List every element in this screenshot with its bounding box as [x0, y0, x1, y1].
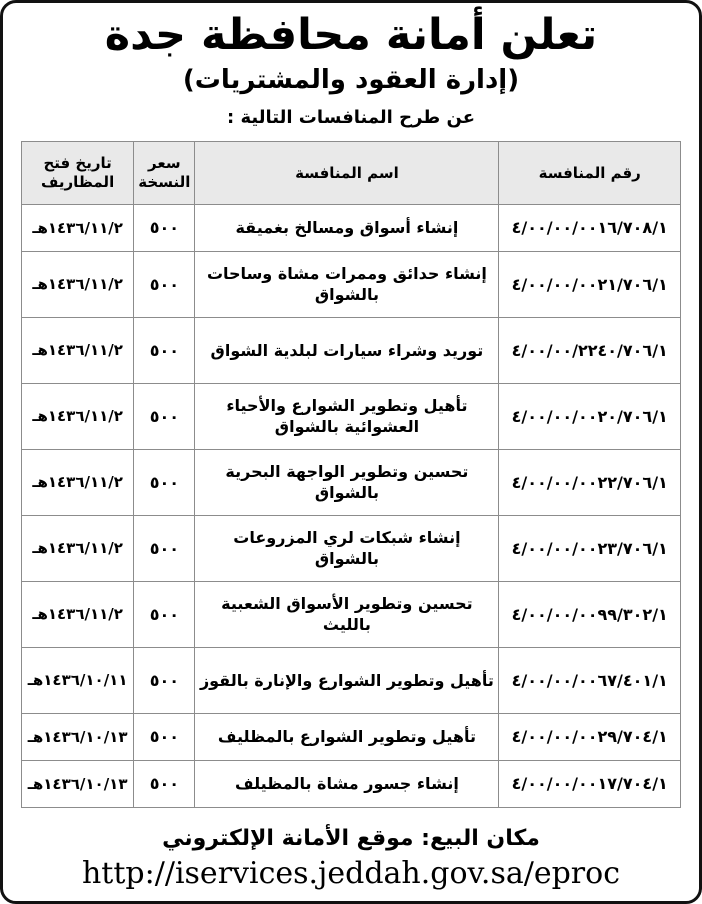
tenders-table-wrapper — [21, 141, 681, 808]
page-title: تعلن أمانة محافظة جدة — [104, 10, 598, 60]
cell-envelope-open-date: ١٤٣٦/١١/٢هـ — [22, 383, 134, 449]
cell-copy-price: ٥٠٠ — [134, 713, 195, 760]
table-row — [22, 515, 681, 581]
table-row — [22, 449, 681, 515]
tenders-table — [21, 141, 681, 808]
cell-tender-name: تحسين وتطوير الأسواق الشعبية بالليث — [195, 581, 499, 647]
table-row — [22, 383, 681, 449]
cell-tender-name: إنشاء أسواق ومسالخ بغميقة — [195, 204, 499, 251]
cell-envelope-open-date: ١٤٣٦/١٠/١٣هـ — [22, 760, 134, 807]
cell-tender-number: ٤/٠٠/٠٠/٠٠٢١/٧٠٦/١ — [499, 251, 681, 317]
table-header — [22, 141, 681, 204]
cell-copy-price: ٥٠٠ — [134, 515, 195, 581]
table-row — [22, 713, 681, 760]
cell-envelope-open-date: ١٤٣٦/١١/٢هـ — [22, 581, 134, 647]
cell-tender-number: ٤/٠٠/٠٠/٠٠٢٣/٧٠٦/١ — [499, 515, 681, 581]
cell-copy-price: ٥٠٠ — [134, 317, 195, 383]
cell-tender-number: ٤/٠٠/٠٠/٠٠١٦/٧٠٨/١ — [499, 204, 681, 251]
sale-place-label: مكان البيع: موقع الأمانة الإلكتروني — [162, 826, 540, 852]
table-row — [22, 204, 681, 251]
column-header-tender-name: اسم المنافسة — [195, 141, 499, 204]
table-body — [22, 204, 681, 807]
column-header-tender-number: رقم المنافسة — [499, 141, 681, 204]
intro-line: عن طرح المنافسات التالية : — [227, 107, 475, 129]
cell-copy-price: ٥٠٠ — [134, 647, 195, 713]
cell-copy-price: ٥٠٠ — [134, 204, 195, 251]
announcement-header — [21, 9, 681, 129]
cell-tender-number: ٤/٠٠/٠٠/٠٠٦٧/٤٠١/١ — [499, 647, 681, 713]
cell-tender-name: إنشاء حدائق وممرات مشاة وساحات بالشواق — [195, 251, 499, 317]
cell-tender-name: تحسين وتطوير الواجهة البحرية بالشواق — [195, 449, 499, 515]
cell-copy-price: ٥٠٠ — [134, 760, 195, 807]
cell-copy-price: ٥٠٠ — [134, 251, 195, 317]
cell-envelope-open-date: ١٤٣٦/١١/٢هـ — [22, 449, 134, 515]
cell-envelope-open-date: ١٤٣٦/١١/٢هـ — [22, 515, 134, 581]
cell-tender-number: ٤/٠٠/٠٠/٠٠٢٠/٧٠٦/١ — [499, 383, 681, 449]
cell-copy-price: ٥٠٠ — [134, 449, 195, 515]
cell-envelope-open-date: ١٤٣٦/١١/٢هـ — [22, 317, 134, 383]
cell-envelope-open-date: ١٤٣٦/١١/٢هـ — [22, 204, 134, 251]
eprocurement-url: http://iservices.jeddah.gov.sa/eproc — [81, 855, 621, 891]
cell-envelope-open-date: ١٤٣٦/١٠/١٣هـ — [22, 713, 134, 760]
column-header-envelope-open-date: تاريخ فتح المظاريف — [22, 141, 134, 204]
cell-envelope-open-date: ١٤٣٦/١١/٢هـ — [22, 251, 134, 317]
table-row — [22, 647, 681, 713]
table-row — [22, 760, 681, 807]
cell-envelope-open-date: ١٤٣٦/١٠/١١هـ — [22, 647, 134, 713]
table-row — [22, 251, 681, 317]
cell-tender-name: تأهيل وتطوير الشوارع والإنارة بالقوز — [195, 647, 499, 713]
cell-tender-number: ٤/٠٠/٠٠/٠٠٩٩/٣٠٢/١ — [499, 581, 681, 647]
table-row — [22, 581, 681, 647]
announcement-footer — [21, 816, 681, 893]
column-header-copy-price: سعر النسخة — [134, 141, 195, 204]
cell-tender-name: إنشاء جسور مشاة بالمظيلف — [195, 760, 499, 807]
table-row — [22, 317, 681, 383]
cell-tender-number: ٤/٠٠/٠٠/٠٠٢٩/٧٠٤/١ — [499, 713, 681, 760]
cell-tender-number: ٤/٠٠/٠٠/٠٠١٧/٧٠٤/١ — [499, 760, 681, 807]
cell-copy-price: ٥٠٠ — [134, 581, 195, 647]
cell-copy-price: ٥٠٠ — [134, 383, 195, 449]
cell-tender-name: توريد وشراء سيارات لبلدية الشواق — [195, 317, 499, 383]
table-header-row — [22, 141, 681, 204]
cell-tender-name: تأهيل وتطوير الشوارع والأحياء العشوائية بالشواق — [195, 383, 499, 449]
department-subtitle: (إدارة العقود والمشتريات) — [182, 65, 520, 96]
cell-tender-name: إنشاء شبكات لري المزروعات بالشواق — [195, 515, 499, 581]
cell-tender-number: ٤/٠٠/٠٠/٢٢٤٠/٧٠٦/١ — [499, 317, 681, 383]
cell-tender-name: تأهيل وتطوير الشوارع بالمظليف — [195, 713, 499, 760]
cell-tender-number: ٤/٠٠/٠٠/٠٠٢٢/٧٠٦/١ — [499, 449, 681, 515]
